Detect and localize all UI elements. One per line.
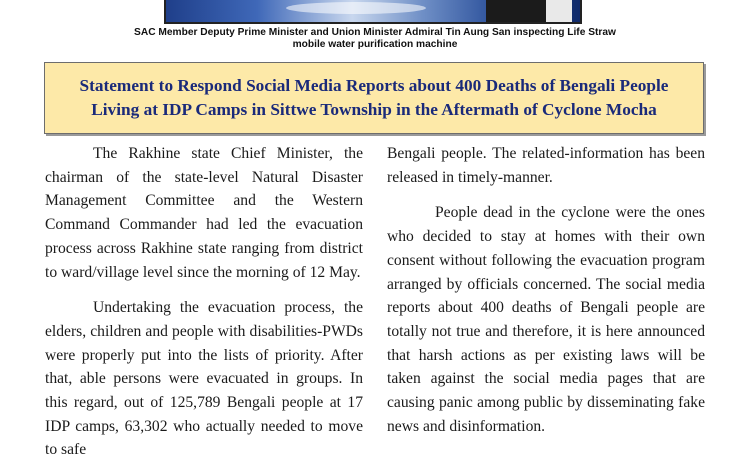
photo-highlight: [286, 2, 426, 14]
paragraph: Undertaking the evacuation process, the elders, children and people with disabilities-PWDs were properly put into the lists of priority. After that, able persons were evacuated in groups. In this regard, out of 125,789 Bengali people at 17 IDP camps, 63,302 who actually needed to move to safe: [45, 299, 363, 459]
paragraph: Bengali people. The related-information has been released in timely-manner.: [387, 145, 705, 186]
photo-caption: [60, 27, 690, 51]
headline-line-1: Statement to Respond Social Media Reports about 400 Deaths of Bengali People: [79, 76, 669, 95]
news-photo: [164, 0, 582, 24]
caption-line-1: SAC Member Deputy Prime Minister and Union Minister Admiral Tin Aung San inspecting Life Straw: [134, 27, 616, 38]
paragraph: The Rakhine state Chief Minister, the chairman of the state-level Natural Disaster Management Committee and the Western Command Commander had led the evacuation process across Rakhine state ranging from district to ward/village level since the morning of 12 May.: [45, 145, 363, 281]
headline-line-2: Living at IDP Camps in Sittwe Township in the Aftermath of Cyclone Mocha: [91, 100, 657, 119]
article-column-right: [387, 142, 705, 450]
caption-line-2: mobile water purification machine: [292, 39, 458, 50]
photo-figure-dark: [486, 0, 546, 22]
photo-figure-light: [546, 0, 572, 22]
article-column-left: [45, 142, 363, 474]
article-headline: [44, 62, 704, 134]
paragraph: People dead in the cyclone were the ones who decided to stay at homes with their own consent without following the evacuation program arranged by officials concerned. The social media reports about 400 deaths of Bengali people are totally not true and therefore, it is here announced that harsh actions as per existing laws will be taken against the social media pages that are causing panic among public by disseminating fake news and disinformation.: [387, 204, 705, 435]
